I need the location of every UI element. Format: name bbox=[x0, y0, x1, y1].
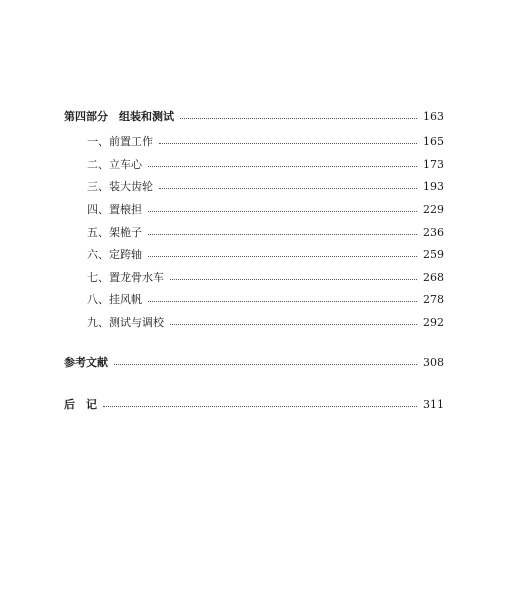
toc-page-number: 311 bbox=[423, 398, 444, 411]
toc-page-number: 308 bbox=[423, 356, 444, 369]
toc-entry-references[interactable] bbox=[64, 353, 444, 373]
dot-leader bbox=[148, 210, 417, 212]
dot-leader bbox=[148, 255, 417, 257]
toc-entry-chapter[interactable] bbox=[87, 223, 444, 243]
toc-page-number: 193 bbox=[423, 180, 444, 193]
toc-page-number: 278 bbox=[423, 293, 444, 306]
dot-leader bbox=[148, 233, 417, 235]
toc-page-number: 259 bbox=[423, 248, 444, 261]
toc-references-title: 参考文献 bbox=[64, 356, 108, 369]
toc-chapter-title: 八、挂风帆 bbox=[87, 293, 142, 306]
dot-leader bbox=[148, 165, 417, 167]
toc-entry-chapter[interactable] bbox=[87, 132, 444, 152]
toc-chapter-title: 二、立车心 bbox=[87, 158, 142, 171]
dot-leader bbox=[159, 187, 417, 189]
toc-entry-chapter[interactable] bbox=[87, 245, 444, 265]
dot-leader bbox=[103, 405, 417, 407]
toc-page-number: 163 bbox=[423, 110, 444, 123]
toc-entry-chapter[interactable] bbox=[87, 313, 444, 333]
toc-entry-afterword[interactable] bbox=[64, 395, 444, 415]
dot-leader bbox=[180, 117, 417, 119]
toc-chapter-title: 六、定跨轴 bbox=[87, 248, 142, 261]
toc-page-number: 236 bbox=[423, 226, 444, 239]
toc-chapter-title: 四、置榱担 bbox=[87, 203, 142, 216]
toc-chapter-title: 九、测试与调校 bbox=[87, 316, 164, 329]
dot-leader bbox=[170, 278, 417, 280]
dot-leader bbox=[148, 300, 417, 302]
dot-leader bbox=[114, 363, 417, 365]
toc-entry-chapter[interactable] bbox=[87, 200, 444, 220]
toc-page-number: 173 bbox=[423, 158, 444, 171]
dot-leader bbox=[159, 142, 417, 144]
toc-afterword-title: 后 记 bbox=[64, 398, 97, 411]
toc-chapter-title: 一、前置工作 bbox=[87, 135, 153, 148]
toc-chapter-title: 七、置龙骨水车 bbox=[87, 271, 164, 284]
toc-chapter-title: 三、装大齿轮 bbox=[87, 180, 153, 193]
toc-page-number: 165 bbox=[423, 135, 444, 148]
toc-entry-part-four[interactable] bbox=[64, 107, 444, 127]
dot-leader bbox=[170, 323, 417, 325]
toc-page-number: 292 bbox=[423, 316, 444, 329]
toc-chapter-title: 五、架桅子 bbox=[87, 226, 142, 239]
toc-page-number: 229 bbox=[423, 203, 444, 216]
toc-page-number: 268 bbox=[423, 271, 444, 284]
toc-entry-chapter[interactable] bbox=[87, 177, 444, 197]
toc-entry-chapter[interactable] bbox=[87, 290, 444, 310]
toc-entry-chapter[interactable] bbox=[87, 268, 444, 288]
toc-part-title: 第四部分 组装和测试 bbox=[64, 110, 174, 123]
toc-entry-chapter[interactable] bbox=[87, 155, 444, 175]
